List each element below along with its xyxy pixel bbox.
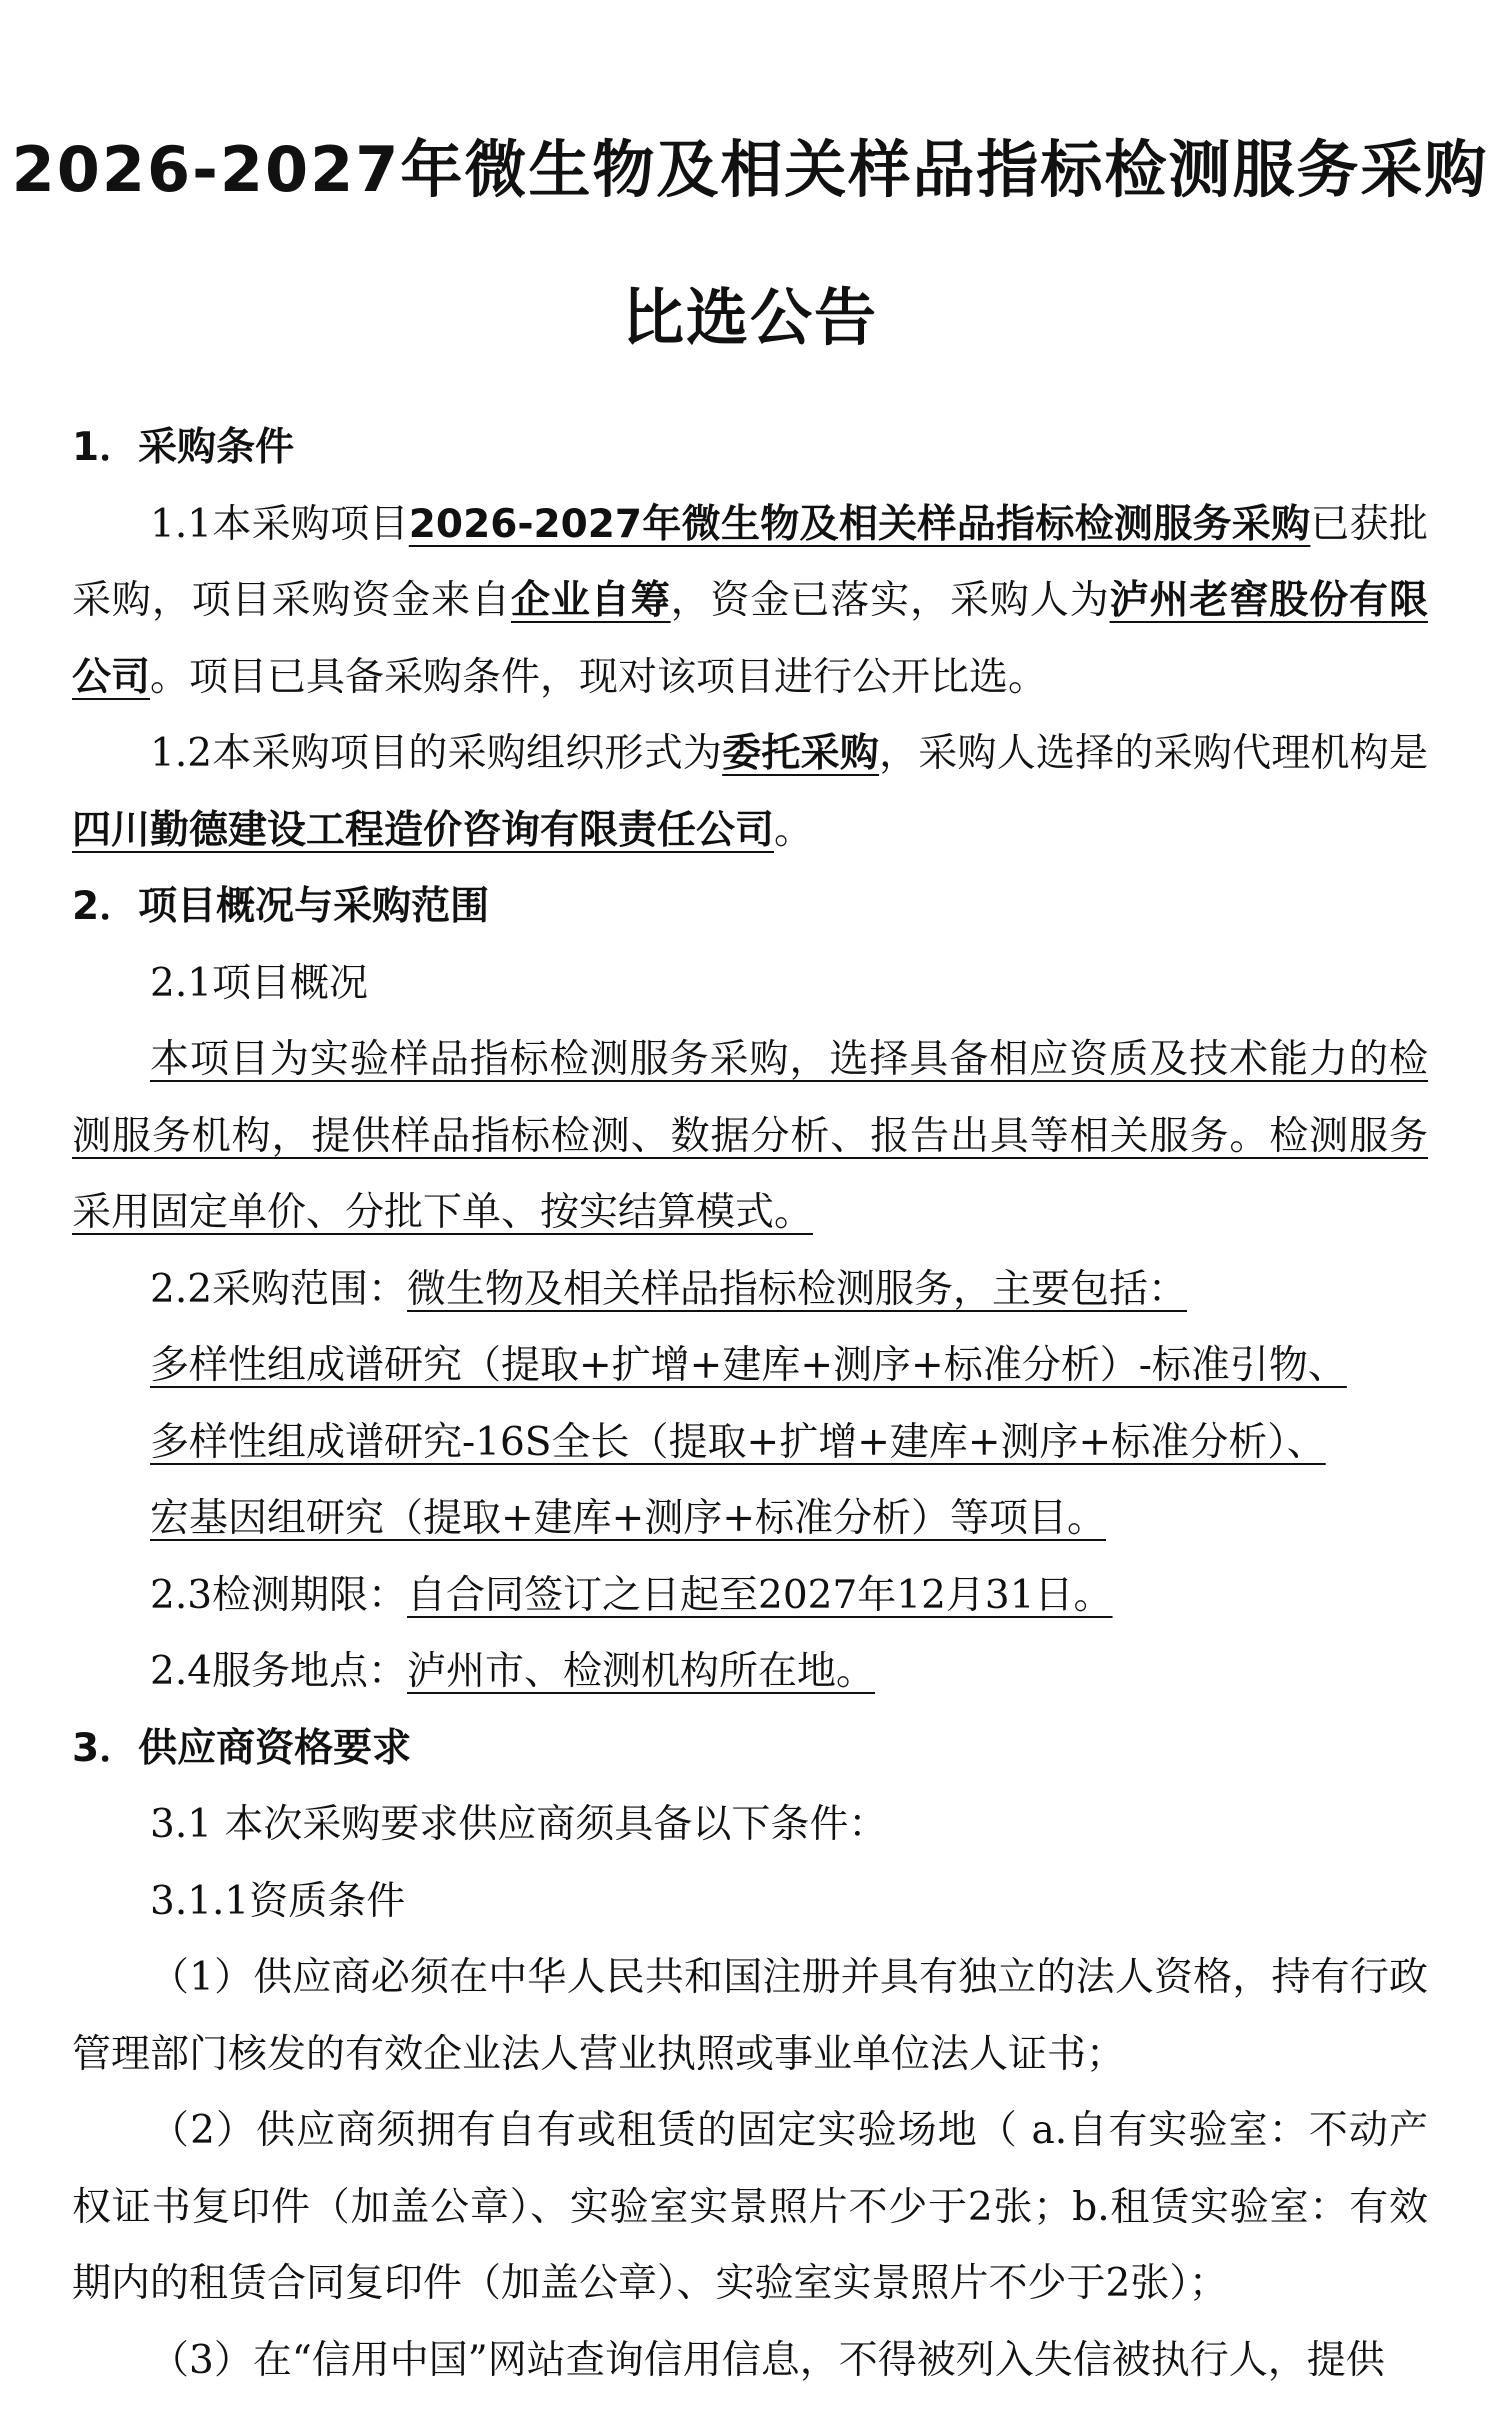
period-value: 自合同签订之日起至2027年12月31日。 [407, 1572, 1113, 1618]
period-label: 2.3检测期限： [150, 1572, 408, 1618]
project-overview-paragraph [72, 1022, 1428, 1252]
section-1-1-paragraph [72, 487, 1428, 717]
text-fragment: 已获批采购，项目采购资金来自 [72, 501, 1428, 623]
place-value: 泸州市、检测机构所在地。 [407, 1649, 876, 1694]
qualification-item-3: （3）在“信用中国”网站查询信用信息，不得被列入失信被执行人，提供 [150, 2337, 1385, 2383]
document-title-line1: 2026-2027年微生物及相关样品指标检测服务采购 [11, 133, 1489, 206]
text-fragment: 1.1本采购项目 [150, 501, 409, 547]
project-overview: 本项目为实验样品指标检测服务采购，选择具备相应资质及技术能力的检测服务机构，提供样品指标检测、数据分析、报告出具等相关服务。检测服务采用固定单价、分批下单、按实结算模式。 [72, 1037, 1428, 1235]
scope-item [72, 1481, 1428, 1558]
section-1-2-paragraph [72, 716, 1428, 869]
section-1-heading: 1．采购条件 [72, 425, 295, 470]
funding-source: 企业自筹 [510, 578, 671, 623]
text-fragment: 。 [774, 807, 814, 853]
text-fragment: ，资金已落实，采购人为 [670, 578, 1110, 623]
scope-item [72, 1405, 1428, 1482]
section-3-1-paragraph: 3.1 本次采购要求供应商须具备以下条件： [150, 1802, 888, 1847]
scope-item-text: 宏基因组研究（提取+建库+测序+标准分析）等项目。 [150, 1496, 1107, 1541]
qualification-item-2: （2）供应商须拥有自有或租赁的固定实验场地（ a.自有实验室：不动产权证书复印件（加盖公章）、实验室实景照片不少于2张；b.租赁实验室：有效期内的租赁合同复印件（加盖公章）、实验室实景照片不少于2张）； [72, 2108, 1428, 2306]
section-2-1-heading: 2.1项目概况 [150, 960, 369, 1006]
document-body [72, 410, 1428, 2399]
scope-item [72, 1328, 1428, 1405]
scope-label: 2.2采购范围： [150, 1266, 408, 1312]
section-3-1-1-heading: 3.1.1资质条件 [150, 1878, 406, 1924]
section-2-heading: 2．项目概况与采购范围 [72, 884, 490, 929]
text-fragment: 1.2本采购项目的采购组织形式为 [150, 731, 723, 776]
scope-item-text: 多样性组成谱研究-16S全长（提取+扩增+建库+测序+标准分析）、 [150, 1419, 1326, 1465]
text-fragment: 。项目已具备采购条件，现对该项目进行公开比选。 [150, 654, 1048, 700]
procurement-form: 委托采购 [722, 731, 880, 776]
scope-item-text: 多样性组成谱研究（提取+扩增+建库+测序+标准分析）-标准引物、 [150, 1343, 1347, 1388]
scope-value: 微生物及相关样品指标检测服务，主要包括： [407, 1266, 1188, 1312]
document-title-line2: 比选公告 [621, 281, 878, 354]
period-paragraph [72, 1558, 1428, 1635]
agency-name: 四川勤德建设工程造价咨询有限责任公司 [72, 807, 775, 853]
qualification-item-1: （1）供应商必须在中华人民共和国注册并具有独立的法人资格，持有行政管理部门核发的有效企业法人营业执照或事业单位法人证书； [72, 1955, 1428, 2077]
scope-paragraph [72, 1252, 1428, 1329]
buyer-name: 泸州老窖股份有限公司 [72, 578, 1428, 700]
place-label: 2.4服务地点： [150, 1649, 408, 1694]
section-3-heading: 3．供应商资格要求 [72, 1725, 412, 1771]
place-paragraph [72, 1634, 1428, 1711]
text-fragment: ，采购人选择的采购代理机构是 [879, 731, 1428, 776]
project-name: 2026-2027年微生物及相关样品指标检测服务采购 [408, 501, 1311, 547]
